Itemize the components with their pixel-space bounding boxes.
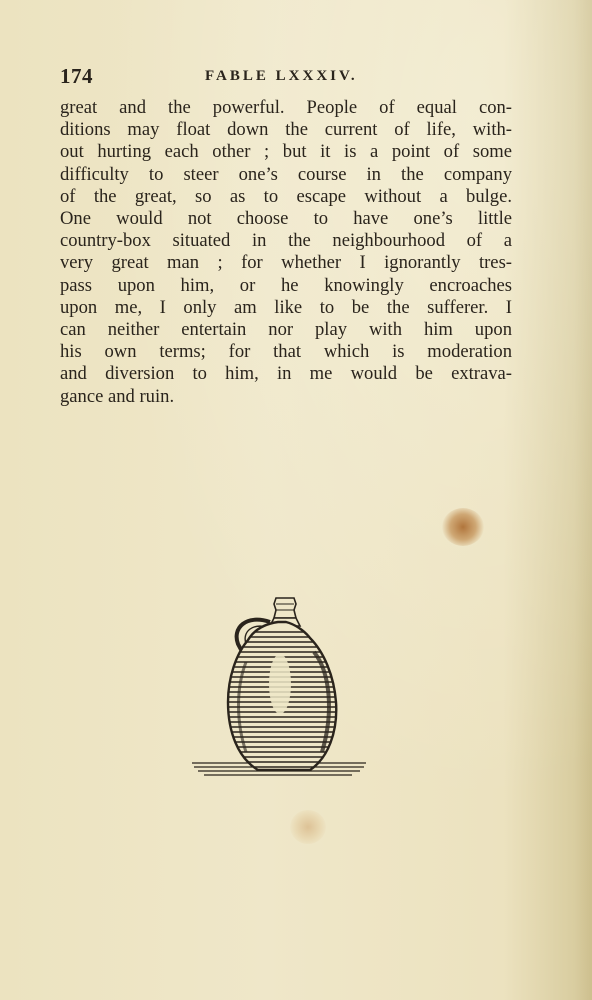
text-line: out hurting each other ; but it is a point of some bbox=[60, 141, 512, 163]
text-line: country-box situated in the neighbourhood of a bbox=[60, 230, 512, 252]
jug-engraving-icon bbox=[190, 592, 370, 782]
text-line: gance and ruin. bbox=[60, 385, 175, 407]
text-line: ditions may float down the current of life, with- bbox=[60, 119, 512, 141]
text-line: his own terms; for that which is moderation bbox=[60, 341, 512, 363]
text-line: pass upon him, or he knowingly encroaches bbox=[60, 274, 512, 296]
stain-spot bbox=[442, 508, 484, 546]
text-line: and diversion to him, in me would be extrava- bbox=[60, 363, 512, 385]
fable-moral-text bbox=[60, 97, 512, 408]
stain-spot-faint bbox=[290, 810, 326, 844]
text-line: very great man ; for whether I ignorantly tres- bbox=[60, 252, 512, 274]
text-line: upon me, I only am like to be the sufferer. I bbox=[60, 296, 512, 318]
page-header bbox=[60, 64, 520, 94]
running-head: FABLE LXXXIV. bbox=[205, 68, 358, 84]
text-line: of the great, so as to escape without a bulge. bbox=[60, 185, 512, 207]
text-line: can neither entertain nor play with him upon bbox=[60, 319, 512, 341]
text-line: difficulty to steer one’s course in the company bbox=[60, 163, 512, 185]
text-line: great and the powerful. People of equal con- bbox=[60, 97, 512, 118]
text-line: One would not choose to have one’s little bbox=[60, 208, 512, 230]
page-number: 174 bbox=[60, 64, 93, 88]
